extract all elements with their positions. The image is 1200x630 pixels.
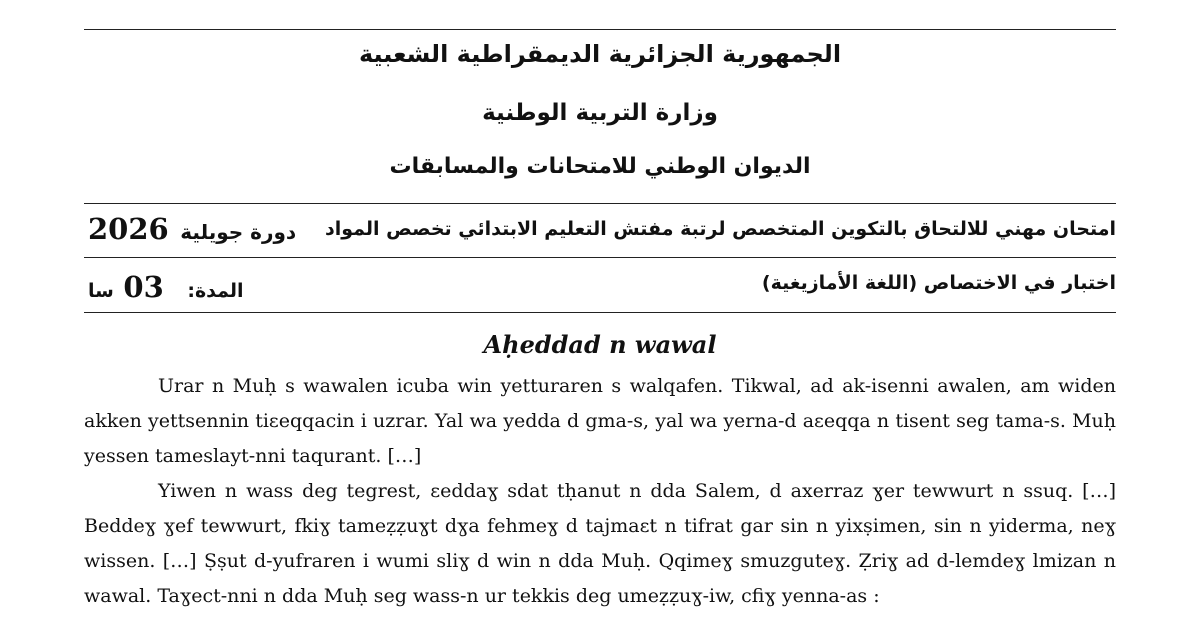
duration-value: 03	[123, 270, 164, 304]
exam-session	[88, 212, 296, 246]
session-label: دورة جويلية	[180, 220, 297, 244]
duration-label: المدة:	[187, 280, 244, 302]
subject-rule	[84, 312, 1116, 313]
header-rule	[84, 203, 1116, 204]
republic-title: الجمهورية الجزائرية الديمقراطية الشعبية	[358, 40, 842, 68]
session-year: 2026	[88, 212, 169, 246]
text-body	[84, 369, 1116, 614]
duration-unit: سا	[88, 280, 114, 302]
exam-duration	[88, 270, 244, 304]
text-title: Aḥeddad n wawal	[483, 330, 717, 359]
top-rule	[84, 29, 1116, 30]
ministry-title: وزارة التربية الوطنية	[482, 100, 718, 126]
office-title: الديوان الوطني للامتحانات والمسابقات	[389, 154, 811, 179]
paragraph-1: Urar n Muḥ s wawalen icuba win yetturaren s walqafen. Tikwal, ad ak-isenni awalen, am widen akken yettsennin tiɛeqqacin i uzrar. Yal wa yedda d gma-s, yal wa yerna-d aɛeqqa n tisent seg tama-s. Muḥ yessen tameslayt-nni taqurant. […]	[84, 375, 1116, 467]
exam-subject: اختبار في الاختصاص (اللغة الأمازيغية)	[761, 272, 1116, 294]
info-rule	[84, 257, 1116, 258]
paragraph-2: Yiwen n wass deg tegrest, ɛeddaɣ sdat tḥanut n dda Salem, d axerraz ɣer tewwurt n ssuq. […] Beddeɣ ɣef tewwurt, fkiɣ tameẓẓuɣt dɣa fehmeɣ d tajmaɛt n tifrat gar sin n yixṣimen, sin n yiderma, neɣ wissen. […] Ṣṣut d-yufraren i wumi sliɣ d win n dda Muḥ. Qqimeɣ smuzguteɣ. Ẓriɣ ad d-lemdeɣ lmizan n wawal. Taɣect-nni n dda Muḥ seg wass-n ur tekkis deg umeẓẓuɣ-iw, cfiɣ yenna-as :	[84, 480, 1116, 607]
exam-title: امتحان مهني للالتحاق بالتكوين المتخصص لرتبة مفتش التعليم الابتدائي تخصص المواد	[325, 218, 1116, 240]
